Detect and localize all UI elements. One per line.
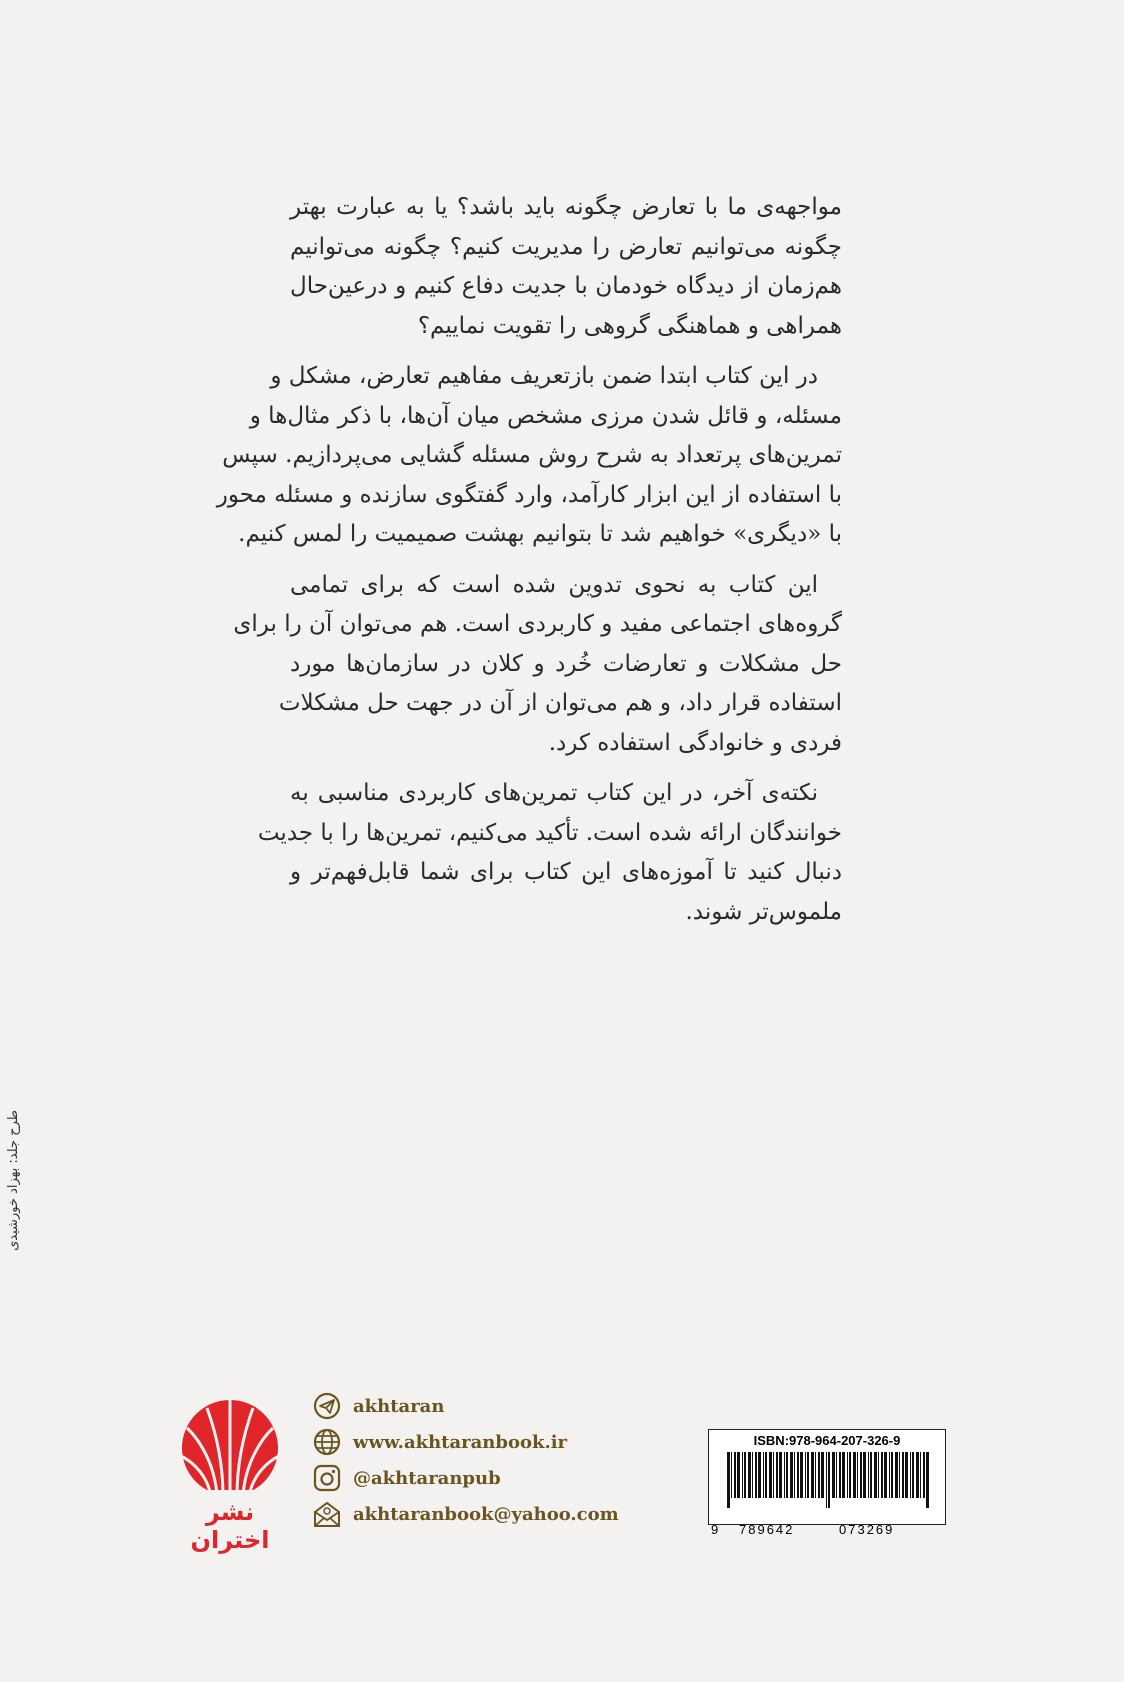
- text-line: این کتاب به نحوی تدوین شده است که برای تمامی: [290, 571, 818, 598]
- barcode-bar: [828, 1452, 830, 1508]
- publisher-name: نشر اختران: [190, 1498, 270, 1554]
- text-line: دنبال کنید تا آموزه‌های این کتاب برای شما قابل‌فهم‌تر و: [290, 859, 842, 885]
- contact-text: @akhtaranpub: [353, 1467, 501, 1489]
- barcode-bar: [734, 1452, 736, 1498]
- barcode-bar: [899, 1452, 900, 1498]
- barcode-bar: [790, 1452, 793, 1498]
- barcode-bar: [923, 1452, 925, 1498]
- barcode-bar: [758, 1452, 761, 1498]
- telegram-icon: [313, 1392, 341, 1420]
- barcode-bar: [905, 1452, 908, 1498]
- barcode-bar: [727, 1452, 730, 1508]
- text-line: مسئله، و قائل شدن مرزی مشخص میان آن‌ها، با ذکر مثال‌ها و: [249, 402, 842, 429]
- publisher-emblem-icon: [175, 1390, 285, 1498]
- text-line: فردی و خانوادگی استفاده کرد.: [548, 729, 842, 756]
- text-line: همراهی و هماهنگی گروهی را تقویت نماییم؟: [417, 312, 842, 339]
- barcode-bar: [763, 1452, 764, 1498]
- barcode-bar: [839, 1452, 841, 1498]
- text-line: با «دیگری» خواهیم شد تا بتوانیم بهشت صمیمیت را لمس کنیم.: [238, 521, 842, 547]
- paragraph-1: [290, 188, 842, 346]
- cover-design-credit: طرح جلد: بهزاد خورشیدی: [6, 1110, 21, 1251]
- barcode-bar: [920, 1452, 921, 1498]
- barcode-bar: [755, 1452, 757, 1498]
- barcode-bar: [797, 1452, 799, 1498]
- barcode-bar: [842, 1452, 845, 1498]
- text-line: هم‌زمان از دیدگاه خودمان با جدیت دفاع کنیم و درعین‌حال: [290, 273, 842, 299]
- text-line: ملموس‌تر شوند.: [685, 898, 842, 925]
- instagram-icon: [313, 1464, 341, 1492]
- back-cover-blurb: [216, 188, 842, 943]
- barcode-bar: [731, 1452, 732, 1498]
- text-line: تمرین‌های پرتعداد به شرح روش مسئله گشایی می‌پردازیم. سپس: [222, 442, 842, 468]
- publisher-logo: [170, 1390, 290, 1554]
- barcode-bar: [805, 1452, 806, 1498]
- barcode-bar: [769, 1452, 772, 1498]
- email-icon: [313, 1500, 341, 1528]
- paragraph-2: [216, 357, 842, 555]
- barcode-right-digits: 073269: [839, 1522, 895, 1537]
- text-line: گروه‌های اجتماعی مفید و کاربردی است. هم می‌توان آن را برای: [233, 611, 842, 637]
- text-line: مواجهه‌ی ما با تعارض چگونه باید باشد؟ یا به عبارت بهتر: [290, 194, 842, 220]
- barcode-bar: [779, 1452, 782, 1498]
- contact-telegram[interactable]: [313, 1388, 619, 1424]
- text-line: خوانندگان ارائه شده است. تأکید می‌کنیم، تمرین‌ها را با جدیت: [257, 819, 842, 846]
- barcode-bar: [784, 1452, 785, 1498]
- barcode-bar: [748, 1452, 751, 1498]
- barcode-bar: [902, 1452, 904, 1498]
- contact-list: [313, 1388, 619, 1532]
- barcode-bar: [773, 1452, 774, 1498]
- barcode-bar: [811, 1452, 814, 1498]
- barcode-bars: [719, 1452, 937, 1508]
- barcode-bar: [737, 1452, 740, 1498]
- barcode-bar: [853, 1452, 856, 1498]
- text-line: چگونه می‌توانیم تعارض را مدیریت کنیم؟ چگونه می‌توانیم: [290, 233, 842, 260]
- contact-email[interactable]: [313, 1496, 619, 1532]
- contact-text: akhtaran: [353, 1395, 445, 1417]
- contact-text: akhtaranbook@yahoo.com: [353, 1503, 619, 1525]
- barcode-bar: [836, 1452, 837, 1498]
- barcode-bar: [884, 1452, 887, 1498]
- barcode-bar: [815, 1452, 816, 1498]
- barcode-bar: [895, 1452, 898, 1498]
- contact-text: www.akhtaranbook.ir: [353, 1431, 568, 1453]
- paragraph-4: [257, 774, 842, 932]
- isbn-label: ISBN:978-964-207-326-9: [753, 1433, 901, 1448]
- barcode-bar: [910, 1452, 911, 1498]
- barcode-bar: [874, 1452, 877, 1498]
- barcode-bar: [752, 1452, 753, 1498]
- barcode-bar: [794, 1452, 795, 1498]
- barcode-bar: [744, 1452, 746, 1498]
- barcode-bar: [868, 1452, 869, 1498]
- barcode-bar: [786, 1452, 788, 1498]
- barcode-lead-digit: 9: [711, 1522, 719, 1537]
- barcode-bar: [891, 1452, 893, 1498]
- barcode-bar: [860, 1452, 862, 1498]
- barcode-bar: [912, 1452, 914, 1498]
- barcode-bar: [881, 1452, 883, 1498]
- isbn-barcode: [708, 1429, 946, 1537]
- barcode-bar: [742, 1452, 743, 1498]
- text-line: با استفاده از این ابزار کارآمد، وارد گفتگوی سازنده و مسئله محور: [216, 481, 842, 508]
- barcode-bar: [916, 1452, 919, 1498]
- barcode-bar: [857, 1452, 858, 1498]
- barcode-bar: [821, 1452, 824, 1498]
- barcode-bar: [800, 1452, 803, 1498]
- barcode-bar: [826, 1452, 827, 1508]
- text-line: در این کتاب ابتدا ضمن بازتعریف مفاهیم تعارض، مشکل و: [270, 363, 818, 389]
- barcode-bar: [878, 1452, 879, 1498]
- barcode-bar: [889, 1452, 890, 1498]
- barcode-bar: [847, 1452, 848, 1498]
- barcode-left-digits: 789642: [739, 1522, 795, 1537]
- barcode-bar: [807, 1452, 809, 1498]
- barcode-bar: [776, 1452, 778, 1498]
- paragraph-3: [233, 566, 842, 764]
- globe-icon: [313, 1428, 341, 1456]
- text-line: نکته‌ی آخر، در این کتاب تمرین‌های کاربردی مناسبی به: [290, 780, 818, 806]
- barcode-bar: [863, 1452, 866, 1498]
- barcode-bar: [832, 1452, 835, 1498]
- contact-website[interactable]: [313, 1424, 619, 1460]
- contact-instagram[interactable]: [313, 1460, 619, 1496]
- text-line: حل مشکلات و تعارضات خُرد و کلان در سازمان‌ها مورد: [290, 650, 842, 677]
- barcode-bar: [849, 1452, 851, 1498]
- barcode-bar: [870, 1452, 872, 1498]
- text-line: استفاده قرار داد، و هم می‌توان از آن در جهت حل مشکلات: [278, 690, 842, 716]
- barcode-bar: [765, 1452, 767, 1498]
- barcode-bar: [926, 1452, 929, 1508]
- barcode-bar: [818, 1452, 820, 1498]
